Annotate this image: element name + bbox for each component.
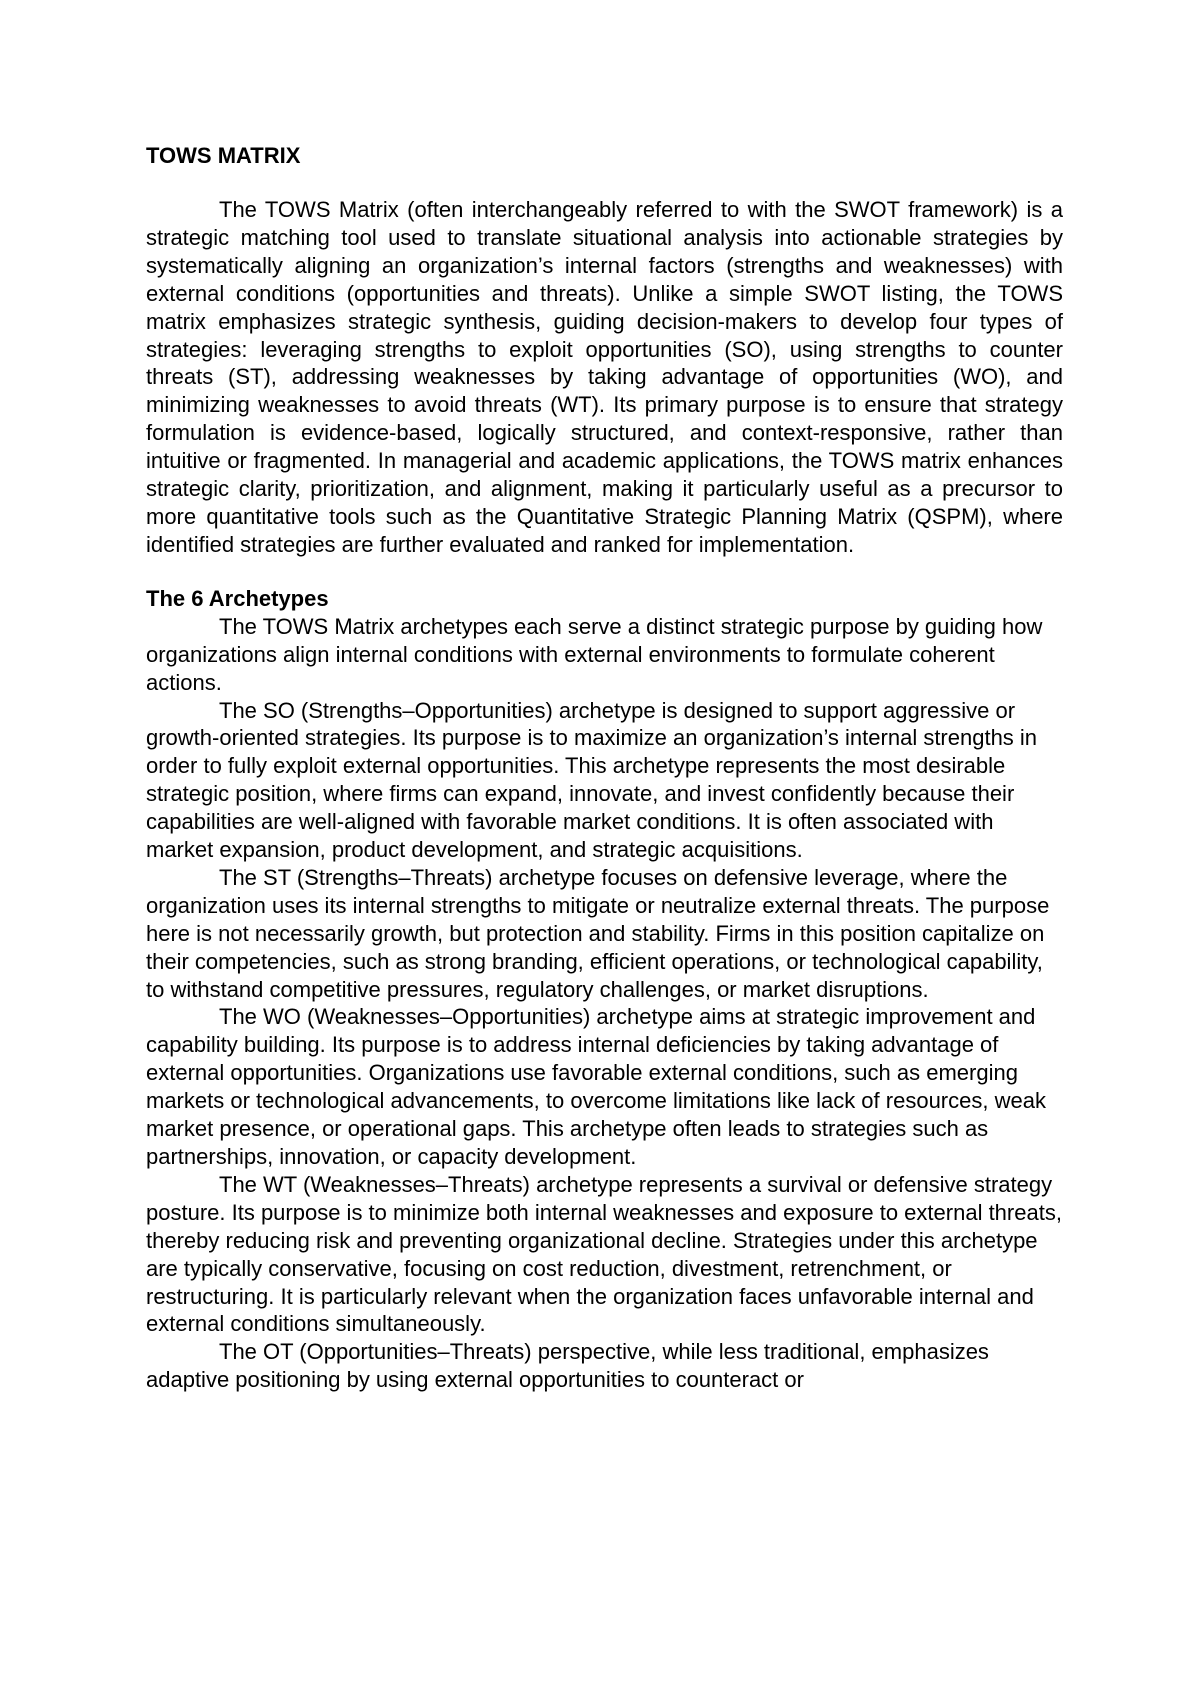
wt-archetype-paragraph: The WT (Weaknesses–Threats) archetype represents a survival or defensive strategy posture. Its purpose is to minimize both internal weaknesses and exposure to external threats, thereby reducing risk and preventing organizational decline. Strategies under this archetype are typically conservative, focusing on cost reduction, divestment, retrenchment, or restructuring. It is particularly relevant when the organization faces unfavorable internal and external conditions simultaneously. xyxy=(146,1171,1062,1337)
archetypes-intro-paragraph: The TOWS Matrix archetypes each serve a distinct strategic purpose by guiding how organizations align internal conditions with external environments to formulate coherent actions. xyxy=(146,613,1043,695)
section-heading: The 6 Archetypes xyxy=(146,585,329,611)
document-page xyxy=(146,142,1063,1394)
intro-paragraph: The TOWS Matrix (often interchangeably referred to with the SWOT framework) is a strategic matching tool used to translate situational analysis into actionable strategies by systematically aligning an organization’s internal factors (strengths and weaknesses) with external conditions (opportunities and threats). Unlike a simple SWOT listing, the TOWS matrix emphasizes strategic synthesis, guiding decision-makers to develop four types of strategies: leveraging strengths to exploit opportunities (SO), using strengths to counter threats (ST), addressing weaknesses by taking advantage of opportunities (WO), and minimizing weaknesses to avoid threats (WT). Its primary purpose is to ensure that strategy formulation is evidence-based, logically structured, and context-responsive, rather than intuitive or fragmented. In managerial and academic applications, the TOWS matrix enhances strategic clarity, prioritization, and alignment, making it particularly useful as a precursor to more quantitative tools such as the Quantitative Strategic Planning Matrix (QSPM), where identified strategies are further evaluated and ranked for implementation. xyxy=(146,197,1063,557)
document-title: TOWS MATRIX xyxy=(146,143,301,168)
so-archetype-paragraph: The SO (Strengths–Opportunities) archetype is designed to support aggressive or growth-oriented strategies. Its purpose is to maximize an organization’s internal strengths in order to fully exploit external opportunities. This archetype represents the most desirable strategic position, where firms can expand, innovate, and invest confidently because their capabilities are well-aligned with favorable market conditions. It is often associated with market expansion, product development, and strategic acquisitions. xyxy=(146,697,1038,863)
st-archetype-paragraph: The ST (Strengths–Threats) archetype focuses on defensive leverage, where the organization uses its internal strengths to mitigate or neutralize external threats. The purpose here is not necessarily growth, but protection and stability. Firms in this position capitalize on their competencies, such as strong branding, efficient operations, or technological capability, to withstand competitive pressures, regulatory challenges, or market disruptions. xyxy=(146,864,1050,1002)
wo-archetype-paragraph: The WO (Weaknesses–Opportunities) archetype aims at strategic improvement and capability building. Its purpose is to address internal deficiencies by taking advantage of external opportunities. Organizations use favorable external conditions, such as emerging markets or technological advancements, to overcome limitations like lack of resources, weak market presence, or operational gaps. This archetype often leads to strategies such as partnerships, innovation, or capacity development. xyxy=(146,1004,1046,1169)
ot-perspective-paragraph: The OT (Opportunities–Threats) perspective, while less traditional, emphasizes adaptive positioning by using external opportunities to counteract or xyxy=(146,1339,989,1393)
